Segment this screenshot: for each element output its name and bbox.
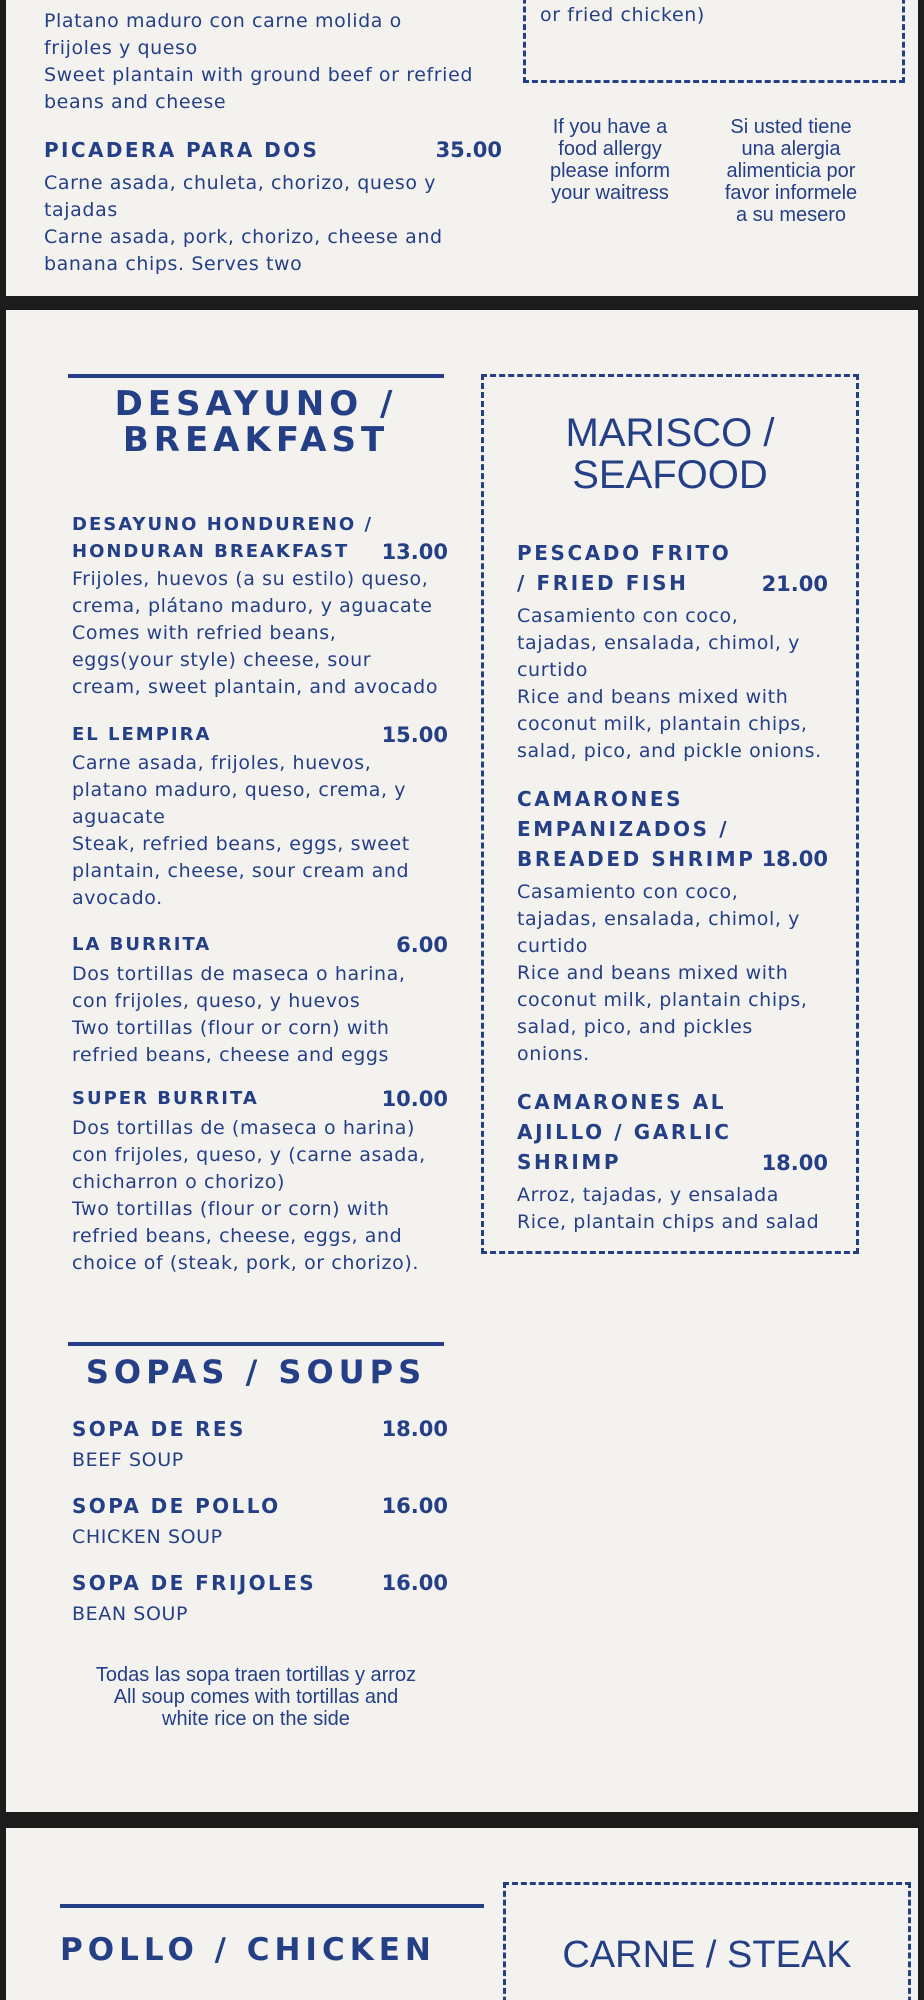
item-price: 35.00 [435,138,502,162]
item-description-es: Carne asada, chuleta, chorizo, queso y tajadas [44,172,437,221]
soup-english-name: CHICKEN SOUP [72,1526,223,1548]
soup-note: Todas las sopa traen tortillas y arroz All soup comes with tortillas and white rice on the side [95,1664,417,1730]
menu-item-description: Casamiento con coco, tajadas, ensalada, chimol, y curtido Rice and beans mixed with coconut milk, plantain chips, salad, pico, and pickle onions. [517,605,822,762]
soup-price: 18.00 [381,1417,448,1441]
soup-english-name: BEAN SOUP [72,1603,189,1625]
box-tail-text: or fried chicken) [540,4,705,26]
section-title-steak: CARNE / STEAK [562,1934,852,1976]
menu-item-name: SUPER BURRITA [72,1088,259,1109]
menu-item-name: DESAYUNO HONDURENO / HONDURAN BREAKFAST [72,514,374,562]
soup-price: 16.00 [381,1571,448,1595]
section-rule [60,1904,484,1908]
menu-item-price: 21.00 [761,572,828,596]
menu-item-price: 15.00 [381,723,448,747]
menu-item-name: LA BURRITA [72,934,212,955]
soup-price: 16.00 [381,1494,448,1518]
menu-item-description: Casamiento con coco, tajadas, ensalada, chimol, y curtido Rice and beans mixed with coconut milk, plantain chips, salad, pico, and pickles onions. [517,881,808,1065]
menu-item-name: CAMARONES EMPANIZADOS / BREADED SHRIMP [517,787,756,871]
section-rule [68,374,444,378]
menu-item-price: 10.00 [381,1087,448,1111]
soup-name: SOPA DE FRIJOLES [72,1571,317,1595]
soup-name: SOPA DE POLLO [72,1494,281,1518]
allergy-notice-en: If you have a food allergy please inform your waitress [549,116,671,204]
menu-item-price: 18.00 [761,1151,828,1175]
menu-item-name: PESCADO FRITO / FRIED FISH [517,541,732,595]
menu-page-top [6,0,918,296]
menu-page-main [6,310,918,1812]
allergy-notice-es: Si usted tiene una alergia alimenticia por favor informele a su mesero [724,116,858,226]
item-description-en: Sweet plantain with ground beef or refried beans and cheese [44,64,474,113]
item-name: PICADERA PARA DOS [44,138,320,162]
menu-item-name: EL LEMPIRA [72,724,212,745]
item-description-es: Platano maduro con carne molida o frijoles y queso [44,10,402,59]
menu-item-description: Arroz, tajadas, y ensalada Rice, plantain chips and salad [517,1184,820,1233]
menu-item-description: Frijoles, huevos (a su estilo) queso, crema, plátano maduro, y aguacate Comes with refried beans, eggs(your style) cheese, sour cream, sweet plantain, and avocado [72,568,439,698]
section-rule [68,1342,444,1346]
menu-item-description: Carne asada, frijoles, huevos, platano maduro, queso, crema, y aguacate Steak, refried beans, eggs, sweet plantain, cheese, sour cream and avocado. [72,752,410,909]
section-title-seafood: MARISCO / SEAFOOD [565,411,775,497]
item-description-en: Carne asada, pork, chorizo, cheese and banana chips. Serves two [44,226,443,275]
menu-page-bottom [6,1828,918,2000]
menu-item-price: 18.00 [761,847,828,871]
section-title-chicken: POLLO / CHICKEN [60,1932,436,1968]
section-title-soups: SOPAS / SOUPS [85,1353,427,1391]
section-title-breakfast: DESAYUNO / BREAKFAST [114,384,398,460]
menu-item-name: CAMARONES AL AJILLO / GARLIC SHRIMP [517,1090,732,1174]
menu-item-description: Dos tortillas de maseca o harina, con frijoles, queso, y huevos Two tortillas (flour or corn) with refried beans, cheese and eggs [72,963,406,1066]
menu-item-price: 6.00 [396,933,448,957]
menu-item-description: Dos tortillas de (maseca o harina) con frijoles, queso, y (carne asada, chicharron o chorizo) Two tortillas (flour or corn) with refried beans, cheese, eggs, and choice of (steak, pork, or chorizo). [72,1117,426,1274]
soup-english-name: BEEF SOUP [72,1449,184,1471]
menu-item-price: 13.00 [381,540,448,564]
soup-name: SOPA DE RES [72,1417,246,1441]
